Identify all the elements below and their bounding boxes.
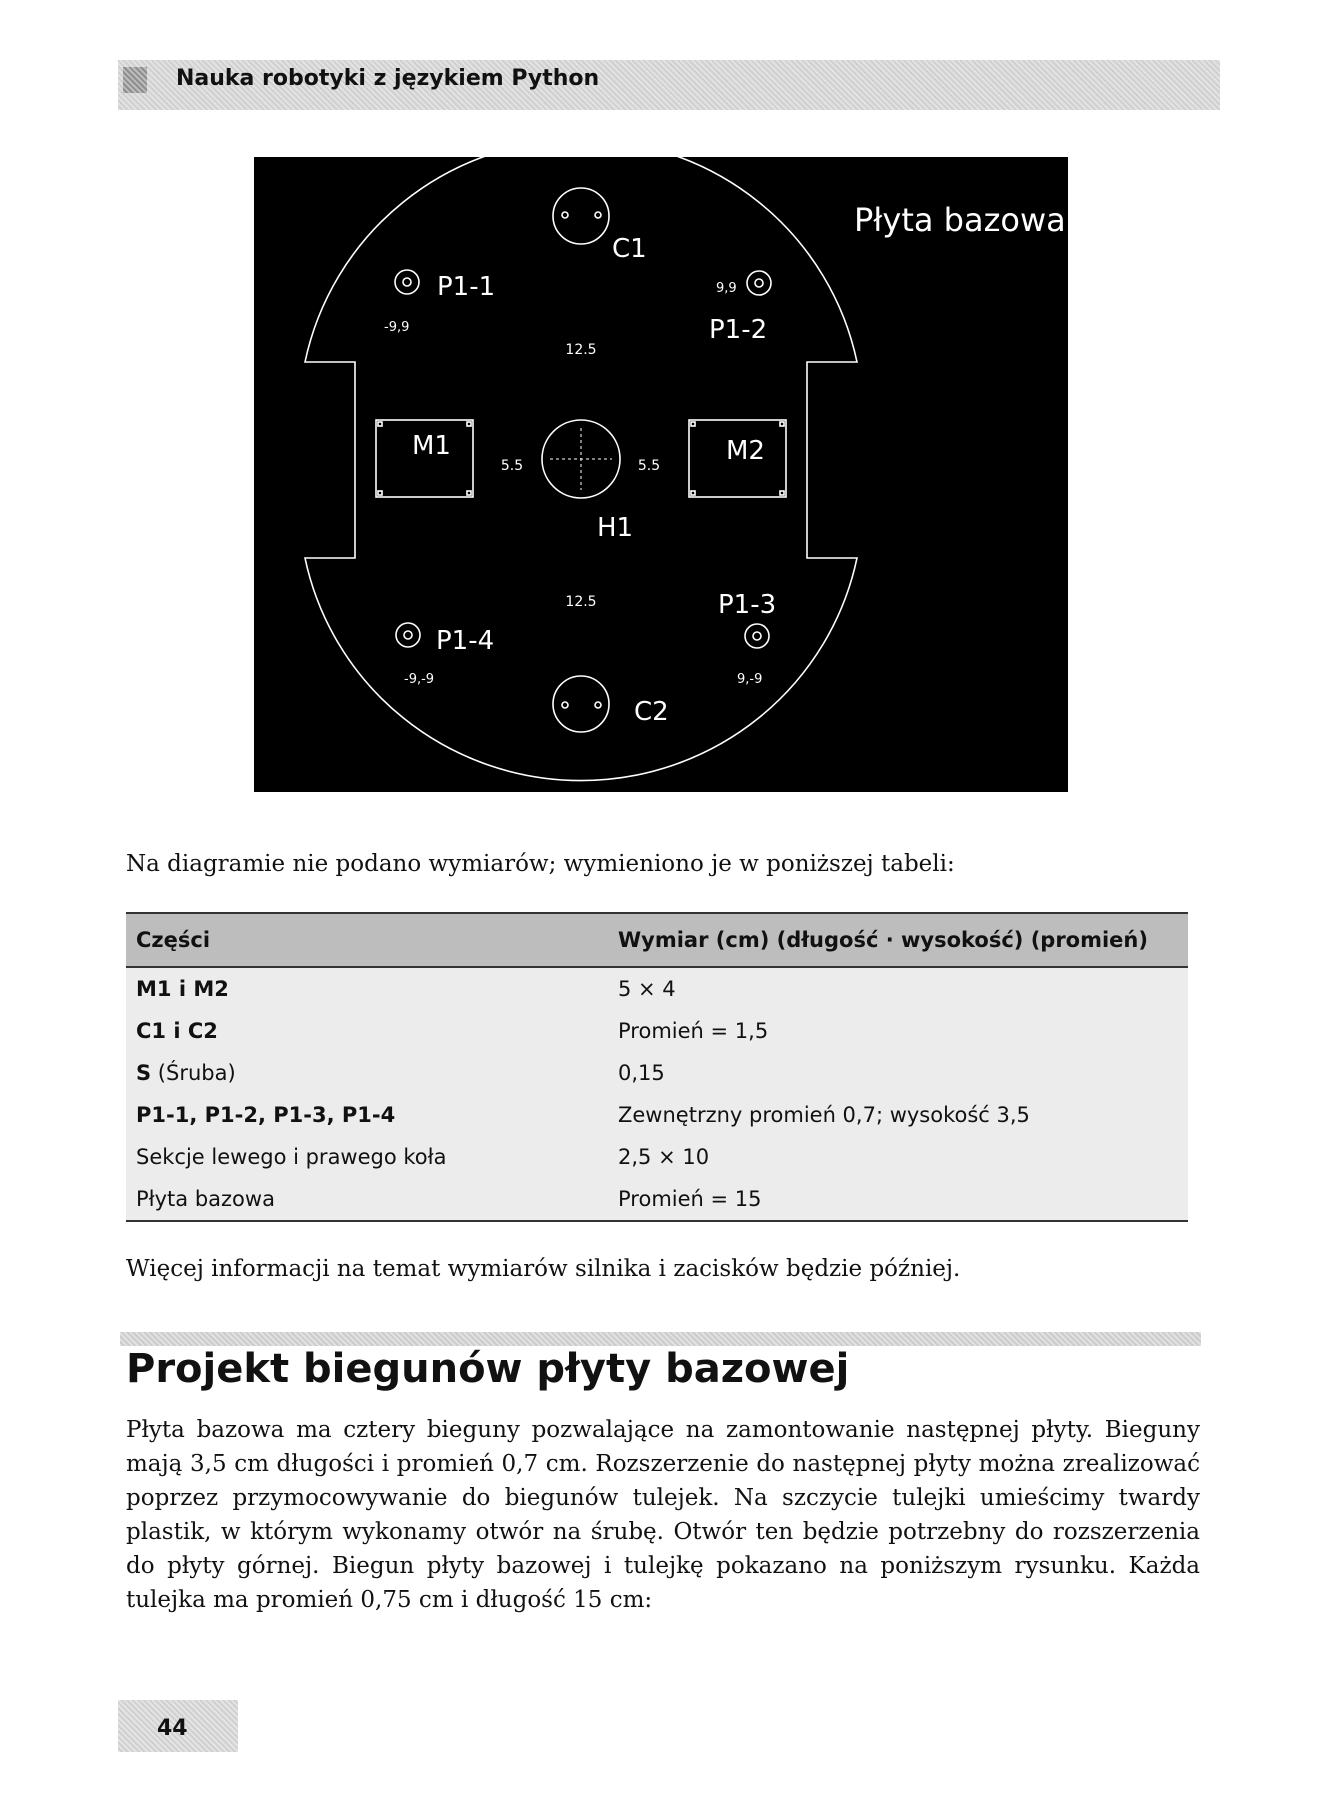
cell-part: P1-1, P1-2, P1-3, P1-4 bbox=[136, 1103, 396, 1127]
label-p1-4: P1-4 bbox=[436, 626, 495, 656]
header-marker bbox=[123, 67, 147, 93]
table-header-row bbox=[126, 913, 1188, 967]
cell-dimension: Promień = 15 bbox=[608, 1178, 1188, 1221]
cell-dimension: 2,5 × 10 bbox=[618, 1145, 710, 1169]
pole-p1-2 bbox=[747, 271, 771, 295]
pole-p1-1 bbox=[395, 270, 419, 294]
dimension-right: 5.5 bbox=[637, 458, 661, 474]
cell-dimension: Promień = 1,5 bbox=[618, 1019, 769, 1043]
intro-paragraph: Na diagramie nie podano wymiarów; wymieniono je w poniższej tabeli: bbox=[126, 851, 955, 877]
table-row bbox=[126, 1178, 1188, 1221]
column-header-dimensions: Wymiar (cm) (długość · wysokość) (promień) bbox=[608, 913, 1188, 967]
coord-p1-4: -9,-9 bbox=[404, 672, 435, 687]
cell-part: Sekcje lewego i prawego koła bbox=[136, 1145, 447, 1169]
table-row bbox=[126, 1010, 1188, 1052]
base-plate-outline bbox=[305, 157, 857, 781]
coord-p1-3: 9,-9 bbox=[737, 672, 763, 687]
label-p1-3: P1-3 bbox=[718, 590, 777, 620]
figure-title: Płyta bazowa bbox=[854, 201, 1066, 239]
label-p1-2: P1-2 bbox=[709, 315, 768, 345]
section-divider bbox=[120, 1332, 1201, 1346]
base-plate-figure bbox=[254, 157, 1068, 792]
cell-part-bold: S bbox=[136, 1061, 152, 1085]
dimension-left: 5.5 bbox=[500, 458, 524, 474]
table-row bbox=[126, 1052, 1188, 1094]
label-c2: C2 bbox=[634, 697, 669, 727]
pole-p1-4 bbox=[396, 623, 420, 647]
cell-dimension: Zewnętrzny promień 0,7; wysokość 3,5 bbox=[618, 1103, 1030, 1127]
page-number: 44 bbox=[157, 1716, 188, 1741]
section-heading: Projekt biegunów płyty bazowej bbox=[126, 1346, 850, 1392]
cell-part-rest: (Śruba) bbox=[151, 1061, 236, 1085]
section-body-paragraph: Płyta bazowa ma cztery bieguny pozwalające na zamontowanie następnej płyty. Bieguny mają 3,5 cm długości i promień 0,7 cm. Rozszerzenie do następnej płyty można zrealizować poprzez przymocowywanie do biegunów tulejek. Na szczycie tulejki umieścimy twardy plastik, w którym wykonamy otwór na śrubę. Otwór ten będzie potrzebny do rozszerzenia do płyty górnej. Biegun płyty bazowej i tulejkę pokazano na poniższym rysunku. Każda tulejka ma promień 0,75 cm i długość 15 cm: bbox=[126, 1417, 1200, 1613]
base-plate-drawing bbox=[254, 157, 1068, 792]
cell-dimension: 0,15 bbox=[618, 1061, 665, 1085]
label-h1: H1 bbox=[597, 513, 634, 543]
cell-part: C1 i C2 bbox=[136, 1019, 218, 1043]
table-row bbox=[126, 967, 1188, 1010]
cell-part: M1 i M2 bbox=[136, 977, 229, 1001]
dimension-top: 12.5 bbox=[565, 342, 597, 358]
dimension-bottom: 12.5 bbox=[565, 594, 597, 610]
coord-p1-2: 9,9 bbox=[716, 281, 737, 296]
more-info-paragraph: Więcej informacji na temat wymiarów silnika i zacisków będzie później. bbox=[126, 1256, 961, 1282]
table-row bbox=[126, 1094, 1188, 1136]
cell-dimension: 5 × 4 bbox=[618, 977, 676, 1001]
running-header-title: Nauka robotyki z językiem Python bbox=[176, 66, 600, 91]
label-p1-1: P1-1 bbox=[437, 272, 496, 302]
pole-p1-3 bbox=[745, 624, 769, 648]
column-header-parts: Części bbox=[126, 913, 608, 967]
coord-p1-1: -9,9 bbox=[384, 320, 410, 335]
label-m1: M1 bbox=[412, 431, 451, 461]
dimensions-table bbox=[126, 912, 1188, 1222]
cell-part bbox=[126, 1052, 608, 1094]
cell-part: Płyta bazowa bbox=[126, 1178, 608, 1221]
label-m2: M2 bbox=[726, 436, 765, 466]
label-c1: C1 bbox=[612, 234, 647, 264]
table-row bbox=[126, 1136, 1188, 1178]
